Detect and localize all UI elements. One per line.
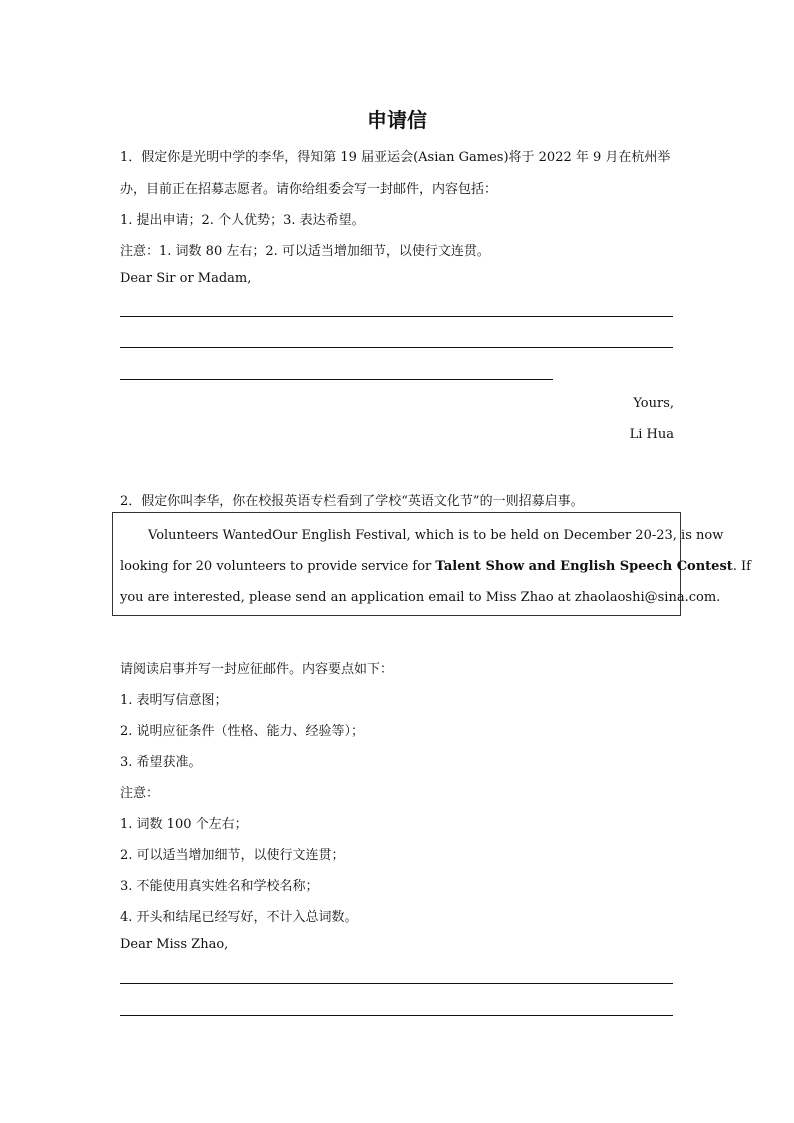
q2-intro: 2．假定你叫李华，你在校报英语专栏看到了学校“英语文化节”的一则招募启事。 (120, 494, 584, 509)
q2-notes-label: 注意： (120, 786, 160, 801)
q1-prompt-line-2: 办，目前正在招募志愿者。请你给组委会写一封邮件，内容包括： (120, 182, 498, 197)
q2-note: 1. 词数 100 个左右； (120, 817, 248, 832)
q1-writing-line (120, 379, 553, 380)
notice-line-2 (120, 559, 751, 574)
q1-writing-line (120, 316, 673, 317)
q2-note: 2. 可以适当增加细节，以使行文连贯； (120, 848, 345, 863)
q1-prompt-line-1: 1．假定你是光明中学的李华，得知第 19 届亚运会(Asian Games)将于 2022 年 9 月在杭州举 (120, 150, 671, 165)
q2-point: 1. 表明写信意图； (120, 693, 228, 708)
q1-writing-line (120, 347, 673, 348)
q2-writing-line (120, 1015, 673, 1016)
q1-signature: Li Hua (629, 427, 674, 442)
q1-salutation: Dear Sir or Madam, (120, 271, 252, 286)
notice-line-2-end: . If (732, 559, 751, 574)
notice-events: Talent Show and English Speech Contest (435, 559, 733, 574)
q2-note: 4. 开头和结尾已经写好，不计入总词数。 (120, 910, 358, 925)
notice-line-3: you are interested, please send an application email to Miss Zhao at zhaolaoshi@sina.com. (120, 590, 721, 605)
notice-line-1: Volunteers WantedOur English Festival, which is to be held on December 20-23, is now (148, 528, 724, 543)
q2-instruction: 请阅读启事并写一封应征邮件。内容要点如下： (120, 662, 394, 677)
q1-notes: 注意：1. 词数 80 左右；2. 可以适当增加细节，以使行文连贯。 (120, 244, 490, 259)
page-title: 申请信 (367, 108, 427, 132)
q2-point: 2. 说明应征条件（性格、能力、经验等）； (120, 724, 365, 739)
q1-closing: Yours, (633, 396, 674, 411)
q2-note: 3. 不能使用真实姓名和学校名称； (120, 879, 319, 894)
q2-point: 3. 希望获准。 (120, 755, 202, 770)
notice-line-2-text: looking for 20 volunteers to provide service for (120, 559, 436, 574)
notice-box (112, 512, 751, 616)
q1-content-points: 1. 提出申请；2. 个人优势；3. 表达希望。 (120, 213, 365, 228)
q2-writing-line (120, 983, 673, 984)
q2-salutation: Dear Miss Zhao, (120, 937, 229, 952)
